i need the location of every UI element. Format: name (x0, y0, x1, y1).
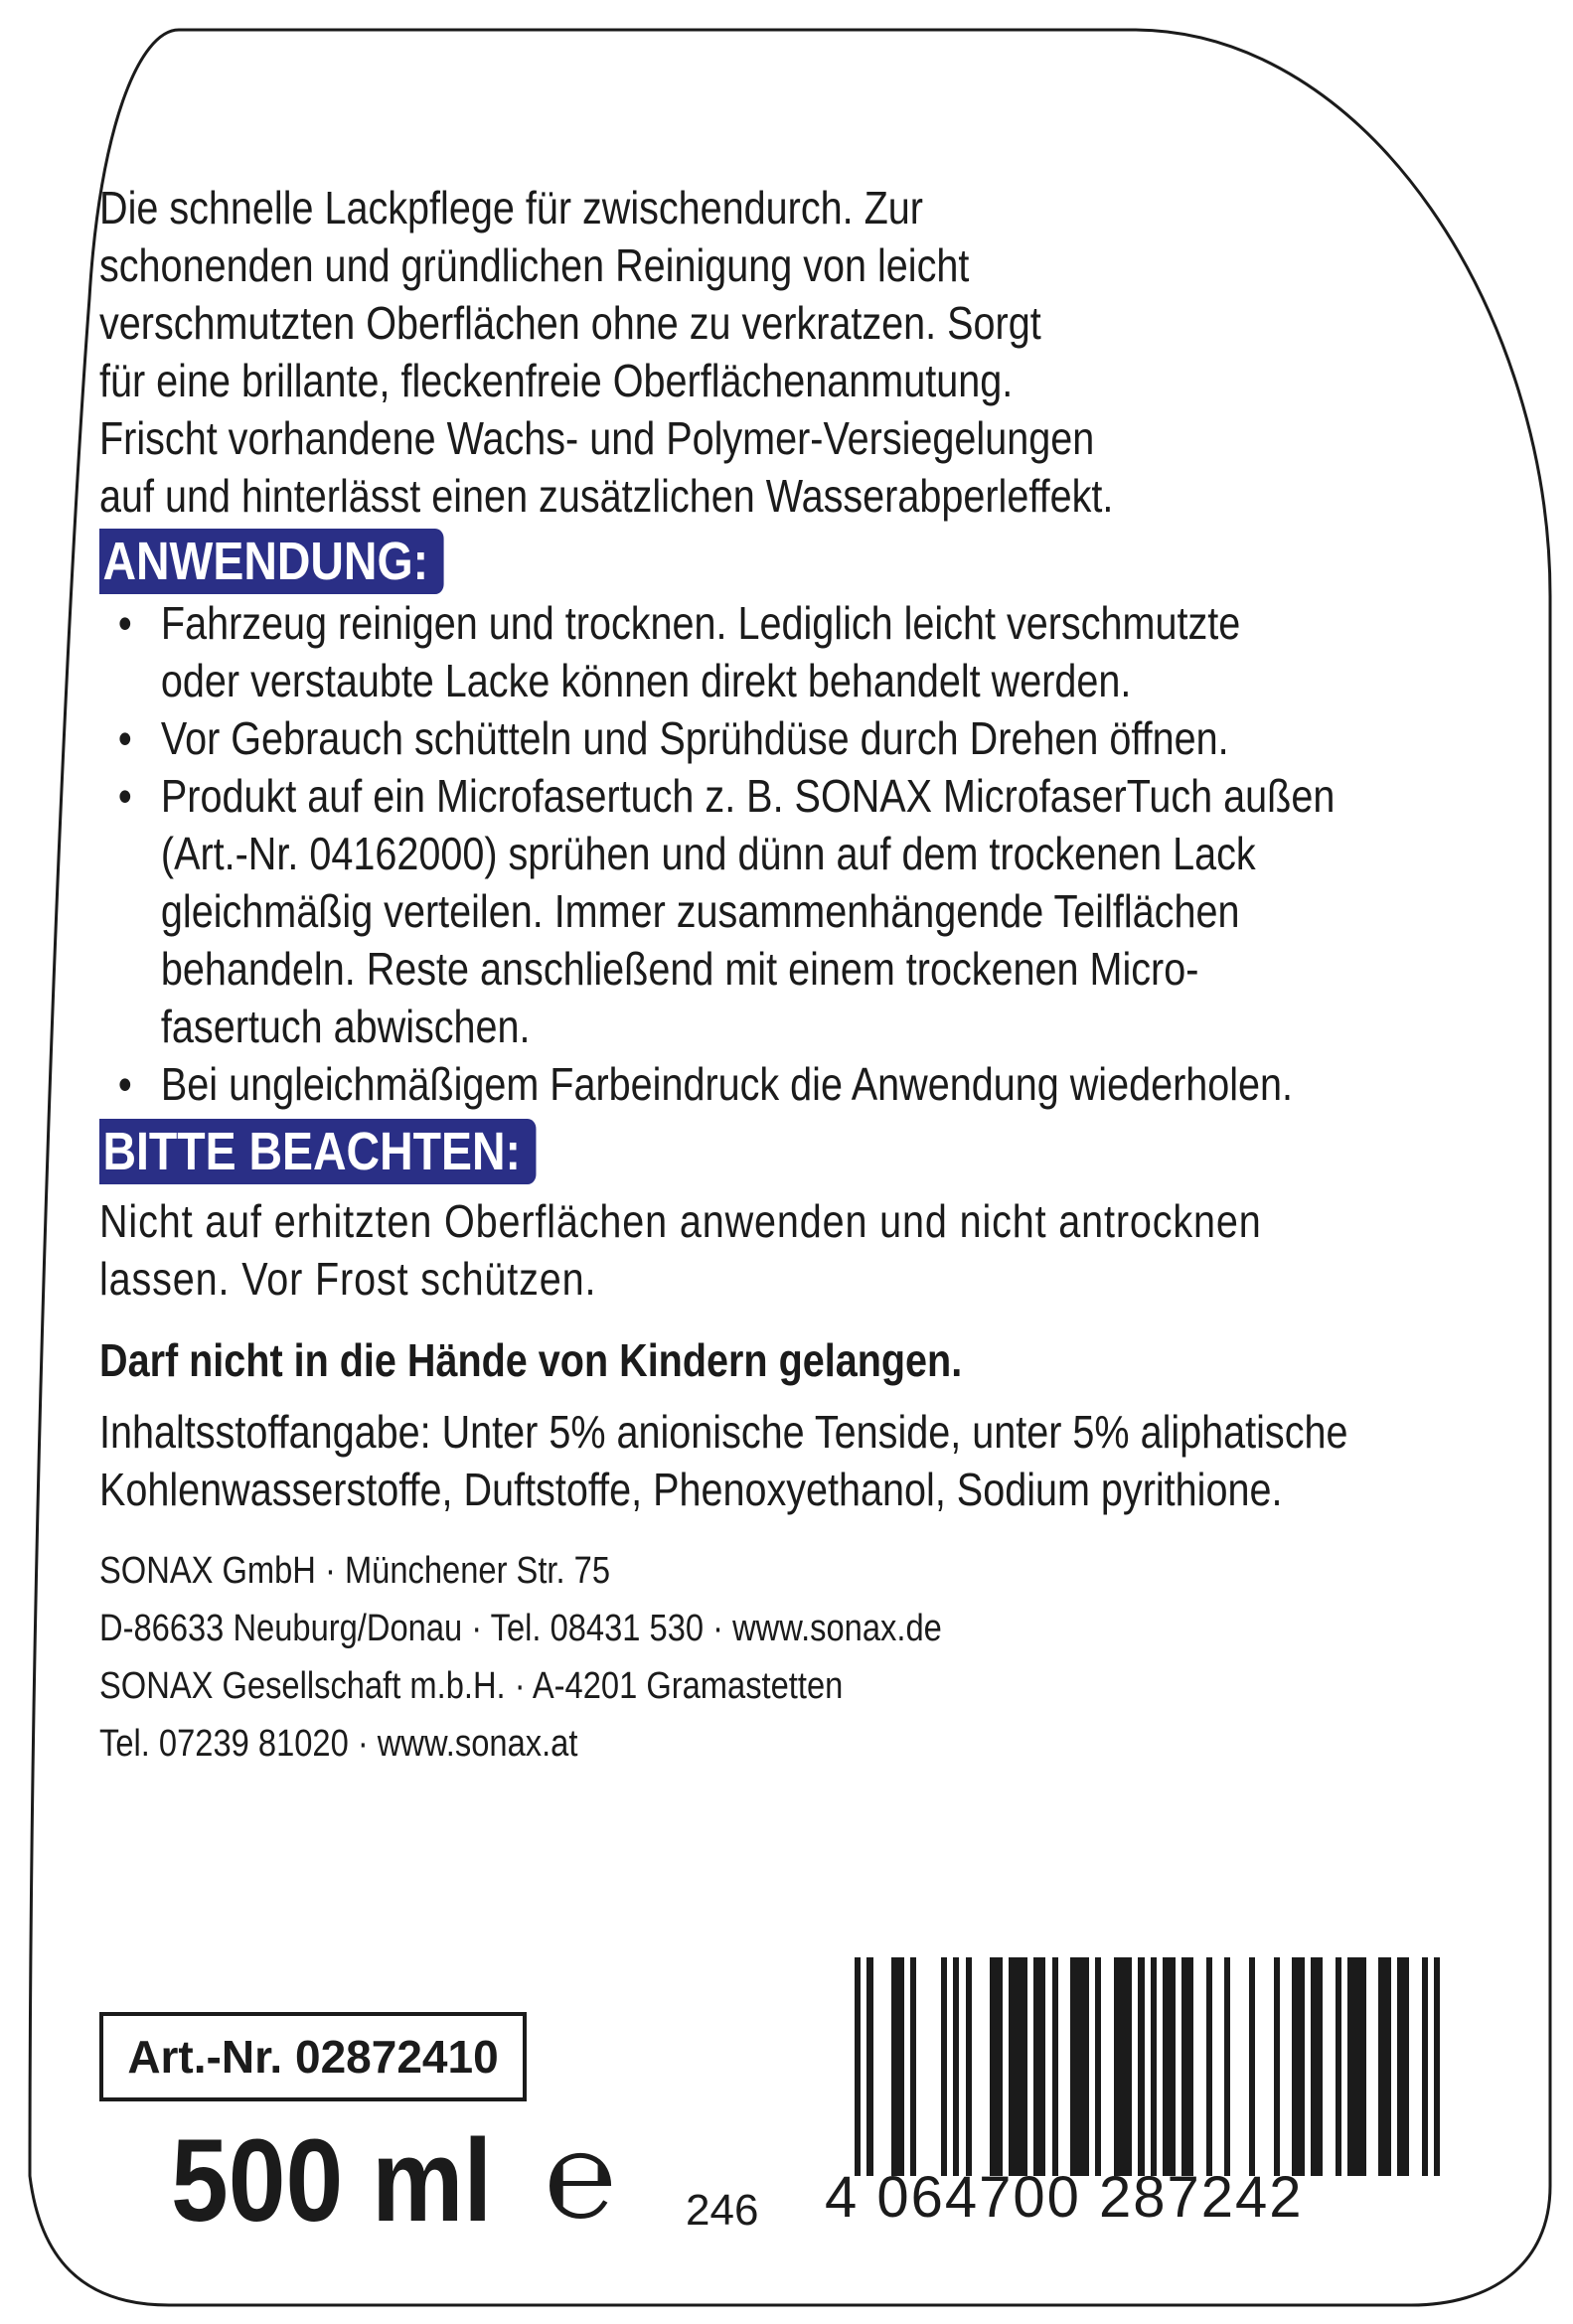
usage-item (99, 709, 1313, 767)
usage-item-line: fasertuch abwischen. (160, 1001, 531, 1052)
barcode-bar (1434, 1957, 1440, 2176)
intro-line: für eine brillante, fleckenfreie Oberflächenanmutung. (99, 355, 1014, 406)
usage-item-line: Fahrzeug reinigen und trocknen. Lediglich leicht verschmutzte (160, 597, 1241, 649)
caution-text (99, 1192, 1313, 1308)
address-line: SONAX Gesellschaft m.b.H. · A-4201 Gramastetten (99, 1665, 844, 1707)
e-mark-icon: ℮ (545, 2109, 617, 2243)
label-content (99, 179, 1348, 1773)
usage-list (99, 594, 1336, 1113)
barcode-bars (855, 1957, 1441, 2176)
ingredients-line: Kohlenwasserstoffe, Duftstoffe, Phenoxyethanol, Sodium pyrithione. (99, 1464, 1283, 1515)
intro-line: Frischt vorhandene Wachs- und Polymer-Versiegelungen (99, 412, 1095, 464)
usage-item (99, 1055, 1313, 1113)
barcode (825, 1957, 1441, 2246)
intro-line: verschmutzten Oberflächen ohne zu verkratzen. Sorgt (99, 297, 1041, 349)
bullet-icon: • (117, 770, 132, 822)
usage-item (99, 767, 1336, 1055)
address-line: SONAX GmbH · Münchener Str. 75 (99, 1550, 610, 1592)
usage-item-line: Bei ungleichmäßigem Farbeindruck die Anwendung wiederholen. (160, 1058, 1294, 1110)
usage-item-line: Produkt auf ein Microfasertuch z. B. SONAX MicrofaserTuch außen (160, 770, 1336, 822)
intro-text (99, 179, 1313, 525)
article-number: Art.-Nr. 02872410 (127, 2031, 499, 2083)
usage-item (99, 594, 1313, 709)
address-line: D-86633 Neuburg/Donau · Tel. 08431 530 · www.sonax.de (99, 1608, 942, 1649)
lot-code: 246 (686, 2186, 759, 2235)
usage-item-line: Vor Gebrauch schütteln und Sprühdüse durch Drehen öffnen. (160, 712, 1229, 764)
caution-line: lassen. Vor Frost schützen. (99, 1253, 597, 1305)
usage-heading: ANWENDUNG: (99, 529, 444, 594)
barcode-digits: 4 064700 287242 (825, 2165, 1304, 2230)
intro-line: Die schnelle Lackpflege für zwischendurch. Zur (99, 182, 923, 233)
caution-heading: BITTE BEACHTEN: (99, 1119, 536, 1184)
bullet-icon: • (117, 597, 132, 649)
bullet-icon: • (117, 712, 132, 764)
ingredients-line: Inhaltsstoffangabe: Unter 5% anionische Tenside, unter 5% aliphatische (99, 1406, 1348, 1458)
caution-line: Nicht auf erhitzten Oberflächen anwenden und nicht antrocknen (99, 1195, 1262, 1247)
usage-item-line: gleichmäßig verteilen. Immer zusammenhängende Teilflächen (160, 885, 1240, 937)
usage-item-line: (Art.-Nr. 04162000) sprühen und dünn auf dem trockenen Lack (160, 828, 1256, 879)
address-line: Tel. 07239 81020 · www.sonax.at (99, 1723, 578, 1765)
usage-item-line: oder verstaubte Lacke können direkt behandelt werden. (160, 655, 1132, 706)
intro-line: schonenden und gründlichen Reinigung von leicht (99, 239, 970, 291)
usage-item-line: behandeln. Reste anschließend mit einem trockenen Micro- (160, 943, 1199, 995)
intro-line: auf und hinterlässt einen zusätzlichen Wasserabperleffekt. (99, 470, 1114, 522)
bullet-icon: • (117, 1058, 132, 1110)
volume: 500 ml (171, 2115, 493, 2247)
child-warning: Darf nicht in die Hände von Kindern gelangen. (99, 1334, 963, 1386)
article-number-box (99, 2012, 527, 2101)
manufacturer-address (99, 1542, 1313, 1773)
ingredients-text (99, 1403, 1348, 1518)
